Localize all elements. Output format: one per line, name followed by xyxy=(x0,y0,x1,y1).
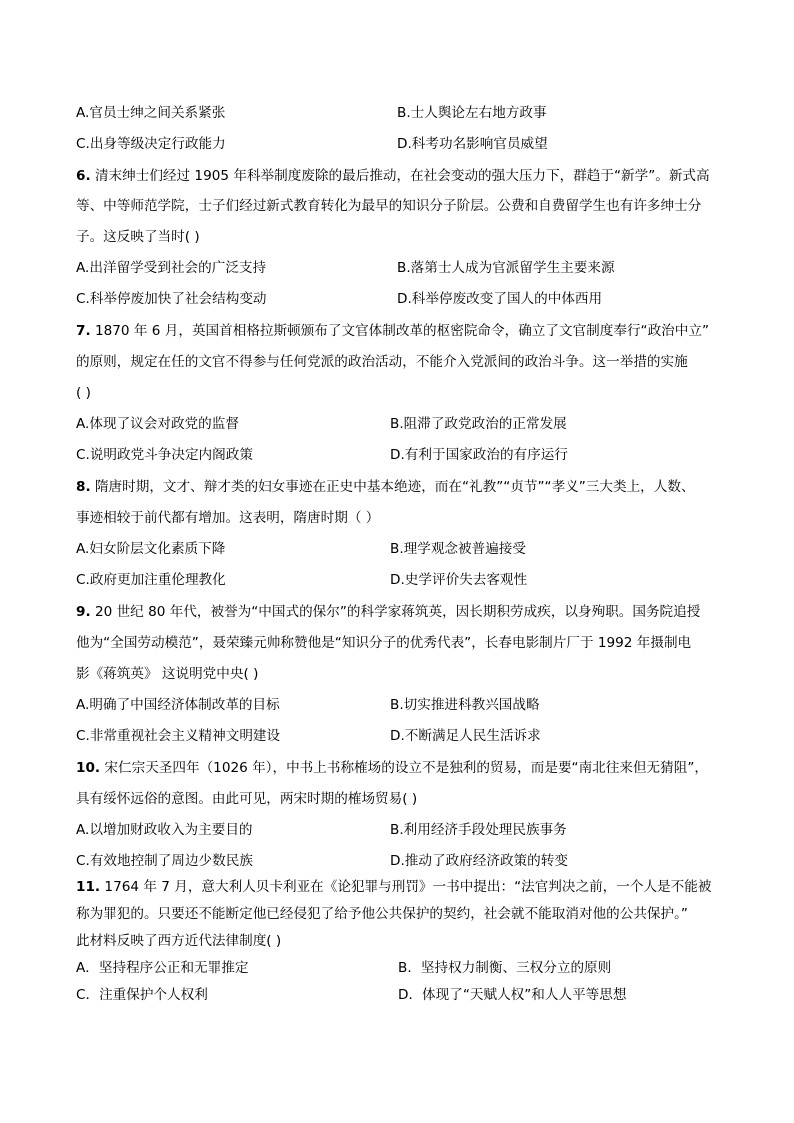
question-11-line-3: 此材料反映了西方近代法律制度( ) xyxy=(76,933,282,949)
option-d: D.史学评价失去客观性 xyxy=(390,572,528,588)
option-d: D．体现了“天赋人权”和人人平等思想 xyxy=(398,987,627,1003)
option-b: B.阻滞了政党政治的正常发展 xyxy=(390,416,567,432)
option-b: B.落第士人成为官派留学生主要来源 xyxy=(397,260,615,276)
option-c: C.非常重视社会主义精神文明建设 xyxy=(76,728,281,744)
option-c: C.政府更加注重伦理教化 xyxy=(76,572,226,588)
option-a: A.妇女阶层文化素质下降 xyxy=(76,541,226,557)
option-a: A.以增加财政收入为主要目的 xyxy=(76,822,253,838)
question-number: 7. xyxy=(76,323,91,339)
option-c: C.说明政党斗争决定内阁政策 xyxy=(76,447,253,463)
option-a: A.明确了中国经济体制改革的目标 xyxy=(76,697,280,713)
question-6-line-2: 等、中等师范学院，士子们经过新式教育转化为最早的知识分子阶层。公费和自费留学生也有许多绅士分 xyxy=(76,198,702,214)
option-a: A.出洋留学受到社会的广泛支持 xyxy=(76,260,267,276)
question-7-line-1: 7. 1870 年 6 月，英国首相格拉斯顿颁布了文官体制改革的枢密院命令，确立了文官制度奉行“政治中立” xyxy=(76,323,709,339)
option-d: D.不断满足人民生活诉求 xyxy=(390,728,541,744)
question-11-line-2: 称为罪犯的。只要还不能断定他已经侵犯了给予他公共保护的契约，社会就不能取消对他的公共保护。” xyxy=(76,906,688,922)
question-6-line-1: 6. 清末绅士们经过 1905 年科举制度废除的最后推动，在社会变动的强大压力下，群趋于“新学”。新式高 xyxy=(76,168,710,184)
option-a: A.官员士绅之间关系紧张 xyxy=(76,105,226,121)
question-number: 9. xyxy=(76,604,91,620)
option-b: B.理学观念被普遍接受 xyxy=(390,541,526,557)
option-a: A.体现了议会对政党的监督 xyxy=(76,416,239,432)
question-number: 6. xyxy=(76,168,91,184)
option-b: B.切实推进科教兴国战略 xyxy=(390,697,540,713)
question-number: 8. xyxy=(76,479,91,495)
question-7-line-2: 的原则，规定在任的文官不得参与任何党派的政治活动，不能介入党派间的政治斗争。这一举措的实施 xyxy=(76,354,688,370)
option-c: C.出身等级决定行政能力 xyxy=(76,136,226,152)
question-9-line-2: 他为“全国劳动模范”，聂荣臻元帅称赞他是“知识分子的优秀代表”，长春电影制片厂于 1992 年摄制电 xyxy=(76,635,692,651)
question-10-line-2: 具有绥怀远俗的意图。由此可见，两宋时期的榷场贸易( ) xyxy=(76,791,418,807)
option-b: B.利用经济手段处理民族事务 xyxy=(390,822,567,838)
option-c: C.有效地控制了周边少数民族 xyxy=(76,853,253,869)
question-number: 11. xyxy=(76,879,101,895)
option-b: B．坚持权力制衡、三权分立的原则 xyxy=(398,960,612,976)
question-6-line-3: 子。这反映了当时( ) xyxy=(76,229,200,245)
question-9-line-1: 9. 20 世纪 80 年代，被誉为“中国式的保尔”的科学家蒋筑英，因长期积劳成疾，以身殉职。国务院追授 xyxy=(76,604,701,620)
question-8-line-1: 8. 隋唐时期，文才、辩才类的妇女事迹在正史中基本绝迹，而在“礼教”“贞节”“孝义”三大类上，人数、 xyxy=(76,479,695,495)
option-b: B.士人舆论左右地方政事 xyxy=(397,105,547,121)
question-11-line-1: 11. 1764 年 7 月，意大利人贝卡利亚在《论犯罪与刑罚》一书中提出：“法官判决之前，一个人是不能被 xyxy=(76,879,712,895)
option-c: C.科举停废加快了社会结构变动 xyxy=(76,291,267,307)
option-d: D.有利于国家政治的有序运行 xyxy=(390,447,568,463)
option-d: D.推动了政府经济政策的转变 xyxy=(390,853,568,869)
question-8-line-2: 事迹相较于前代都有增加。这表明，隋唐时期（ ） xyxy=(76,510,380,526)
question-10-line-1: 10. 宋仁宗天圣四年（1026 年），中书上书称榷场的设立不是独利的贸易，而是要“南北往来但无猜阻”， xyxy=(76,760,708,776)
option-d: D.科举停废改变了国人的中体西用 xyxy=(397,291,603,307)
question-7-line-3: ( ) xyxy=(76,385,91,401)
option-d: D.科考功名影响官员威望 xyxy=(397,136,548,152)
option-a: A．坚持程序公正和无罪推定 xyxy=(76,960,249,976)
question-number: 10. xyxy=(76,760,101,776)
option-c: C．注重保护个人权利 xyxy=(76,987,208,1003)
question-9-line-3: 影《蒋筑英》 这说明党中央( ) xyxy=(76,666,259,682)
